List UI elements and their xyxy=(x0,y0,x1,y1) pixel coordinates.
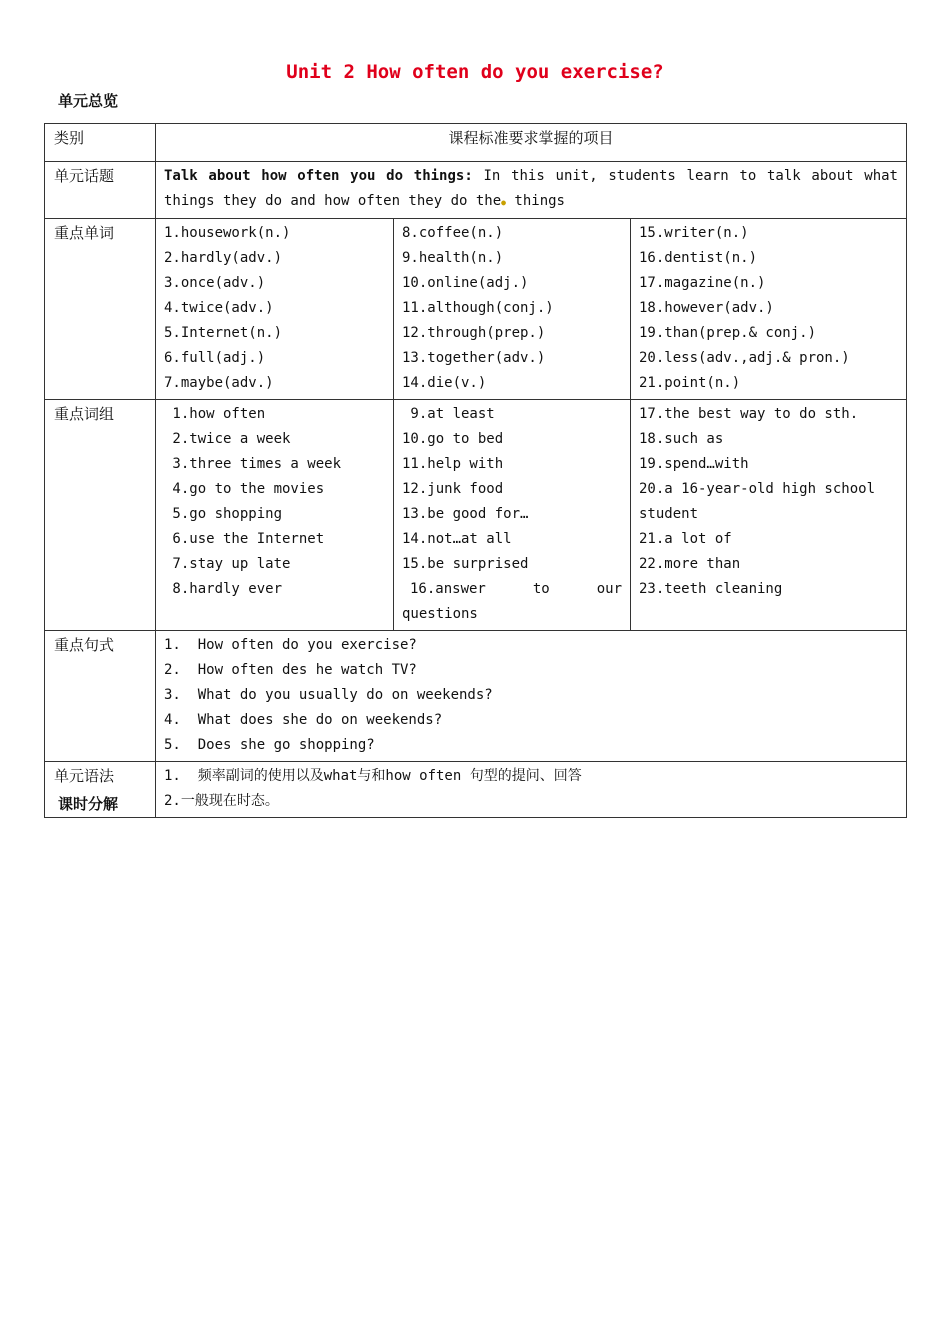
list-item: 2.一般现在时态。 xyxy=(164,793,279,809)
list-item: 18.such as xyxy=(639,431,724,447)
list-item: 3. What do you usually do on weekends? xyxy=(164,687,493,703)
topic-text-1: In this unit, students learn to talk about what xyxy=(483,168,898,184)
list-item: 15.be surprised xyxy=(402,556,529,572)
list-item: 6.use the Internet xyxy=(164,531,325,547)
table-header-row xyxy=(45,124,907,162)
sentences-row xyxy=(45,631,907,762)
topic-text-2b: things xyxy=(505,193,565,209)
list-item: 23.teeth cleaning xyxy=(639,581,783,597)
list-item: 14.die(v.) xyxy=(402,375,487,391)
section-heading-overview: 单元总览 xyxy=(58,92,119,110)
list-item: 5.Internet(n.) xyxy=(164,325,283,341)
list-item: 15.writer(n.) xyxy=(639,225,749,241)
phrases-row xyxy=(45,400,907,631)
list-item: 1.housework(n.) xyxy=(164,225,291,241)
list-item: 8.coffee(n.) xyxy=(402,225,504,241)
phrases-label: 重点词组 xyxy=(45,400,156,631)
header-items: 课程标准要求掌握的项目 xyxy=(156,124,907,162)
section-heading-lessons: 课时分解 xyxy=(58,795,119,813)
list-item: 4.twice(adv.) xyxy=(164,300,274,316)
list-item: 20.a 16-year-old high school xyxy=(639,481,876,497)
list-item: 10.go to bed xyxy=(402,431,504,447)
list-item: student xyxy=(639,506,699,522)
list-item: 6.full(adj.) xyxy=(164,350,266,366)
list-item: 21.a lot of xyxy=(639,531,732,547)
list-item: questions xyxy=(402,606,478,622)
grammar-label: 单元语法 xyxy=(45,762,156,818)
list-item: 16.answer to our xyxy=(410,581,622,597)
list-item: 13.be good for… xyxy=(402,506,529,522)
list-item: 9.health(n.) xyxy=(402,250,504,266)
list-item: 5.go shopping xyxy=(164,506,283,522)
list-item: 1. How often do you exercise? xyxy=(164,637,417,653)
list-item: 4.go to the movies xyxy=(164,481,325,497)
list-item: 19.than(prep.& conj.) xyxy=(639,325,817,341)
list-item: 16.dentist(n.) xyxy=(639,250,758,266)
list-item: 19.spend…with xyxy=(639,456,749,472)
list-item: 11.help with xyxy=(402,456,504,472)
list-item: 3.once(adv.) xyxy=(164,275,266,291)
list-item: 10.online(adj.) xyxy=(402,275,529,291)
unit-overview-table xyxy=(44,123,907,818)
list-item: 7.stay up late xyxy=(164,556,291,572)
phrases-col-2 xyxy=(394,400,631,631)
list-item: 7.maybe(adv.) xyxy=(164,375,274,391)
list-item: 12.through(prep.) xyxy=(402,325,546,341)
list-item: 1.how often xyxy=(164,406,266,422)
sentences-label: 重点句式 xyxy=(45,631,156,762)
list-item: 9.at least xyxy=(402,406,495,422)
sentences-cell xyxy=(156,631,907,762)
words-row xyxy=(45,219,907,400)
phrases-col-1 xyxy=(156,400,394,631)
topic-row xyxy=(45,162,907,219)
topic-line-1 xyxy=(164,164,898,189)
edit-mark: ● xyxy=(501,198,506,207)
list-item: 18.however(adv.) xyxy=(639,300,774,316)
list-item: 2.hardly(adv.) xyxy=(164,250,283,266)
list-item: 14.not…at all xyxy=(402,531,512,547)
grammar-row xyxy=(45,762,907,818)
list-item: 12.junk food xyxy=(402,481,504,497)
topic-bold: Talk about how often you do things: xyxy=(164,168,473,184)
topic-cell xyxy=(156,162,907,219)
list-item: 17.magazine(n.) xyxy=(639,275,766,291)
list-item: 4. What does she do on weekends? xyxy=(164,712,443,728)
list-item: 13.together(adv.) xyxy=(402,350,546,366)
list-item: 1. 频率副词的使用以及what与和how often 句型的提问、回答 xyxy=(164,768,582,784)
page-title: Unit 2 How often do you exercise? xyxy=(286,61,664,83)
topic-label: 单元话题 xyxy=(45,162,156,219)
words-col-1 xyxy=(156,219,394,400)
list-item: 20.less(adv.,adj.& pron.) xyxy=(639,350,850,366)
list-item: 11.although(conj.) xyxy=(402,300,554,316)
header-category: 类别 xyxy=(45,124,156,162)
list-item: 5. Does she go shopping? xyxy=(164,737,375,753)
list-item: 17.the best way to do sth. xyxy=(639,406,859,422)
words-col-3 xyxy=(631,219,907,400)
list-item: 2. How often des he watch TV? xyxy=(164,662,417,678)
words-label: 重点单词 xyxy=(45,219,156,400)
list-item: 3.three times a week xyxy=(164,456,342,472)
topic-text-2a: things they do and how often they do the xyxy=(164,193,502,209)
grammar-cell xyxy=(156,762,907,818)
topic-line-2 xyxy=(164,189,898,215)
list-item: 8.hardly ever xyxy=(164,581,283,597)
list-item: 22.more than xyxy=(639,556,741,572)
words-col-2 xyxy=(394,219,631,400)
phrases-col-3 xyxy=(631,400,907,631)
list-item: 2.twice a week xyxy=(164,431,291,447)
list-item: 21.point(n.) xyxy=(639,375,741,391)
